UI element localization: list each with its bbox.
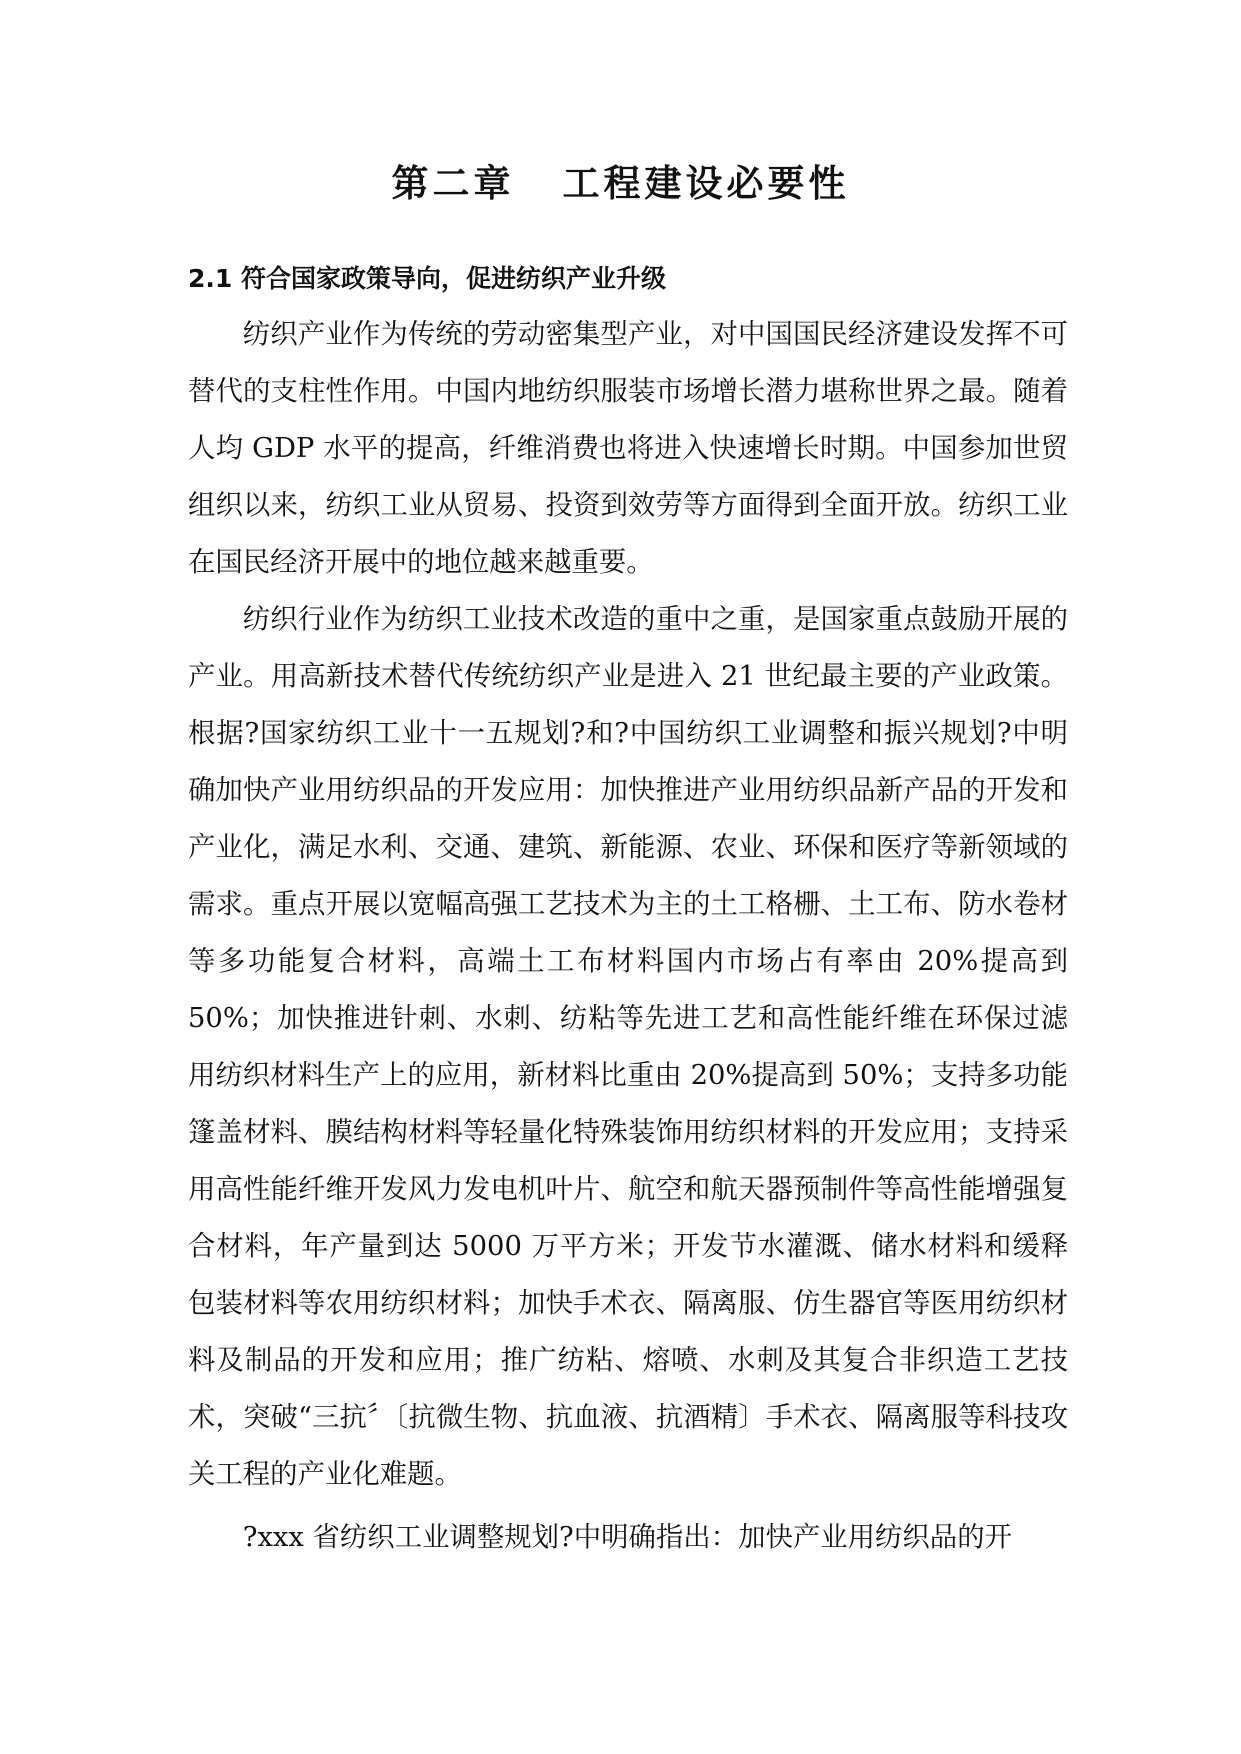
paragraph-3: ?xxx 省纺织工业调整规划?中明确指出：加快产业用纺织品的开 — [242, 1522, 1012, 1553]
paragraph-2: 纺织行业作为纺织工业技术改造的重中之重，是国家重点鼓励开展的产业。用高新技术替代传统纺织产业是进入 21 世纪最主要的产业政策。根据?国家纺织工业十一五规划?和?中国纺织工业调整和振兴规划?中明确加快产业用纺织品的开发应用：加快推进产业用纺织品新产品的开发和产业化，满足水利、交通、建筑、新能源、农业、环保和医疗等新领域的需求。重点开展以宽幅高强工艺技术为主的土工格栅、土工布、防水卷材等多功能复合材料，高端土工布材料国内市场占有率由 20%提高到 50%；加快推进针刺、水刺、纺粘等先进工艺和高性能纤维在环保过滤用纺织材料生产上的应用，新材料比重由 20%提高到 50%；支持多功能篷盖材料、膜结构材料等轻量化特殊装饰用纺织材料的开发应用；支持采用高性能纤维开发风力发电机叶片、航空和航天器预制件等高性能增强复合材料，年产量到达 5000 万平方米；开发节水灌溉、储水材料和缓释包装材料等农用纺织材料；加快手术衣、隔离服、仿生器官等医用纺织材料及制品的开发和应用；推广纺粘、熔喷、水刺及其复合非织造工艺技术，突破“三抗〞〔抗微生物、抗血液、抗酒精〕手术衣、隔离服等科技攻关工程的产业化难题。 — [188, 604, 1068, 1490]
chapter-title — [0, 160, 1241, 208]
chapter-name: 工程建设必要性 — [562, 162, 850, 205]
paragraph-1: 纺织产业作为传统的劳动密集型产业，对中国国民经济建设发挥不可替代的支柱性作用。中国内地纺织服装市场增长潜力堪称世界之最。随着人均 GDP 水平的提高，纤维消费也将进入快速增长时期。中国参加世贸组织以来，纺织工业从贸易、投资到效劳等方面得到全面开放。纺织工业在国民经济开展中的地位越来越重要。 — [188, 319, 1068, 578]
chapter-label: 第二章 — [391, 162, 515, 205]
section-heading: 2.1 符合国家政策导向，促进纺织产业升级 — [188, 264, 666, 293]
body-text — [188, 306, 1068, 1566]
